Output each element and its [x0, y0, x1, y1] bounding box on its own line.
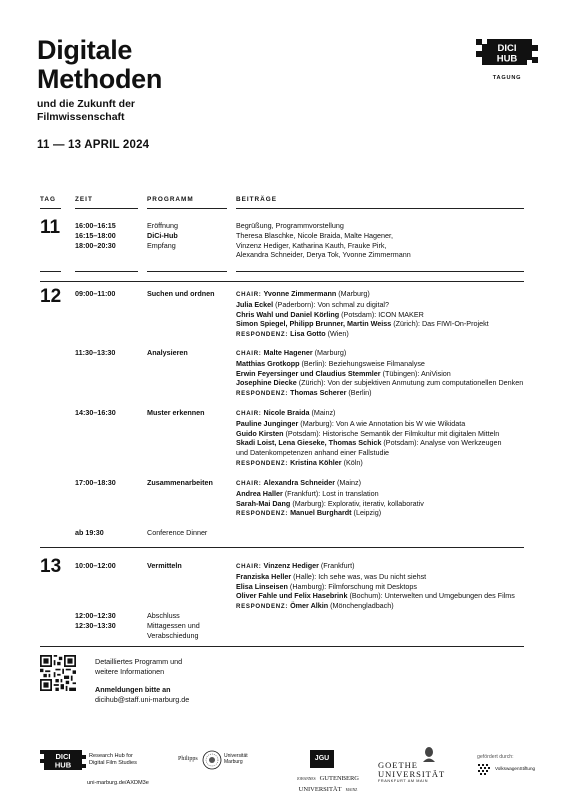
session-title: Vermitteln [147, 561, 182, 570]
talk: (Potsdam): ICON MAKER [339, 309, 424, 319]
talk: (Paderborn): Von schmal zu digital? [273, 299, 390, 309]
svg-text:HUB: HUB [496, 53, 518, 65]
session-contributions [236, 289, 489, 340]
divider [236, 208, 524, 209]
respondent-location: (Köln) [341, 457, 363, 467]
speaker: Chris Wahl und Daniel Körling [236, 309, 340, 319]
chair-location: (Marburg) [336, 289, 370, 298]
session-title: Zusammenarbeiten [147, 478, 213, 487]
chair-name: Malte Hagener [263, 348, 313, 357]
subtitle [37, 98, 237, 124]
chair-location: (Frankfurt) [318, 561, 355, 570]
gutenberg-name: GUTENBERG [319, 775, 359, 782]
col-header-zeit: ZEIT [75, 196, 93, 203]
respondent-location: (Leipzig) [351, 508, 382, 518]
speaker: Josephine Diecke [236, 378, 297, 388]
talk: (Potsdam): Analyse von Werkzeugen [381, 438, 502, 448]
gutenberg-small: JOHANNES [297, 777, 316, 781]
title-line-2: Methoden [37, 64, 163, 94]
day-13-times [75, 611, 116, 631]
university-seal-icon [202, 750, 222, 770]
chair-name: Alexandra Schneider [263, 478, 336, 487]
svg-text:DICI: DICI [497, 43, 517, 54]
session-contributions [236, 348, 523, 399]
talk: (Tübingen): AniVision [380, 368, 451, 378]
talk: (Bochum): Unterwelten und Umgebungen des Films [347, 591, 515, 601]
respondent-name: Manuel Burghardt [290, 508, 352, 518]
speaker: Erwin Feyersinger und Claudius Stemmler [236, 368, 381, 378]
respondent-location: (Berlin) [346, 388, 372, 398]
gutenberg-mainz: MAINZ [345, 788, 358, 792]
philipps-text: Philipps [178, 756, 198, 762]
talk: und Datenkompetenzen anhand einer Fallstudie [236, 448, 390, 458]
program-info [95, 657, 182, 677]
session-contributions [236, 478, 424, 519]
chair-label: CHAIR: [236, 410, 262, 417]
gutenberg-text [288, 772, 368, 794]
time: 16:00–16:15 [75, 221, 116, 230]
svg-text:DICI: DICI [55, 752, 71, 761]
registration [95, 685, 189, 705]
time: 18:00–20:30 [75, 240, 116, 250]
goethe-portrait-icon [422, 746, 436, 762]
session-time: ab 19:30 [75, 528, 104, 537]
day-divider [40, 547, 524, 548]
respondent-location: (Wien) [325, 329, 349, 339]
divider [75, 271, 138, 272]
marburg-text [224, 753, 248, 765]
goethe-name: GOETHE [378, 760, 418, 770]
day-11-times [75, 221, 116, 250]
talk: (Marburg): Explorativ, iterativ, kollaborativ [290, 498, 424, 508]
speaker: Oliver Fahle und Felix Hasebrink [236, 591, 348, 601]
bottom-url[interactable]: uni-marburg.de/AXDM3e [87, 780, 149, 786]
talk: (Frankfurt): Lost in translation [282, 488, 379, 498]
marburg-line: Universität [224, 753, 248, 759]
goethe-city: FRANKFURT AM MAIN [378, 779, 429, 783]
subtitle-line-1: und die Zukunft der [37, 98, 135, 110]
qr-code-icon[interactable] [40, 655, 76, 691]
contribution: Theresa Blaschke, Nicole Braida, Malte Hagener, [236, 230, 394, 240]
marburg-line: Marburg [224, 759, 243, 765]
talk: (Hamburg): Filmforschung mit Desktops [287, 581, 417, 591]
day-divider [40, 646, 524, 647]
respondent-label: RESPONDENZ: [236, 331, 289, 339]
title-line-1: Digitale [37, 35, 133, 65]
hub-text: Research Hub for [89, 753, 133, 759]
session-title: Analysieren [147, 348, 188, 357]
session-time: 11:30–13:30 [75, 348, 116, 357]
subtitle-line-2: Filmwissenschaft [37, 111, 125, 123]
col-header-tag: TAG [40, 196, 57, 203]
session-contributions [236, 561, 515, 612]
program-item: DiCi-Hub [147, 230, 178, 240]
divider [40, 208, 61, 209]
chair-name: Vinzenz Hediger [263, 561, 319, 570]
chair-name: Nicole Braida [263, 408, 310, 417]
speaker: Skadi Loist, Lena Gieseke, Thomas Schick [236, 438, 382, 448]
day-13: 13 [40, 556, 62, 577]
goethe-uni: UNIVERSITÄT [378, 769, 446, 779]
chair-location: (Mainz) [335, 478, 362, 487]
info-text: Detailliertes Programm und [95, 657, 183, 666]
talk: (Zürich): Das FIWI-On-Projekt [391, 319, 489, 329]
hub-text: Digital Film Studies [89, 759, 137, 766]
contribution: Begrüßung, Programmvorstellung [236, 221, 344, 230]
contribution: Vinzenz Hediger, Katharina Kauth, Frauke Pirk, [236, 240, 387, 250]
speaker: Elisa Linseisen [236, 581, 288, 591]
chair-label: CHAIR: [236, 291, 262, 298]
divider [40, 271, 61, 272]
col-header-beitraege: BEITRÄGE [236, 196, 278, 203]
divider [75, 208, 138, 209]
chair-label: CHAIR: [236, 563, 262, 570]
volkswagen-stiftung-icon [478, 764, 492, 776]
respondent-label: RESPONDENZ: [236, 603, 289, 611]
respondent-name: Ömer Alkin [290, 601, 329, 611]
chair-name: Yvonne Zimmermann [263, 289, 337, 298]
talk: (Berlin): Beziehungsweise Filmanalyse [299, 358, 425, 368]
day-11-programm [147, 221, 178, 250]
dici-hub-bottom-logo [40, 750, 86, 777]
respondent-name: Lisa Gotto [290, 329, 326, 339]
chair-label: CHAIR: [236, 480, 262, 487]
volkswagen-stiftung-text: VolkswagenStiftung [495, 766, 536, 771]
email-link[interactable]: dicihub@staff.uni-marburg.de [95, 694, 190, 704]
talk: (Potsdam): Historische Semantik der Filmkultur mit digitalen Mitteln [283, 428, 500, 438]
chair-location: (Mainz) [309, 408, 336, 417]
page-title [37, 36, 162, 94]
program-item: Verabschiedung [147, 630, 199, 640]
program-item: Mittagessen und [147, 620, 200, 630]
svg-text:HUB: HUB [54, 760, 72, 770]
speaker: Sarah-Mai Dang [236, 498, 291, 508]
funded-by: gefördert durch: [477, 754, 514, 760]
respondent-name: Thomas Scherer [290, 388, 347, 398]
logo-caption: TAGUNG [492, 75, 522, 81]
divider [236, 271, 524, 272]
respondent-label: RESPONDENZ: [236, 510, 289, 518]
session-time: 09:00–11:00 [75, 289, 116, 298]
session-time: 14:30–16:30 [75, 408, 116, 417]
chair-location: (Marburg) [312, 348, 347, 357]
session-time: 10:00–12:00 [75, 561, 116, 570]
speaker: Pauline Junginger [236, 418, 299, 428]
day-13-programm [147, 611, 200, 640]
talk: (Marburg): Von A wie Annotation bis W wie Wikidata [298, 418, 466, 428]
hub-description [89, 753, 137, 767]
day-divider [40, 281, 524, 282]
day-12: 12 [40, 286, 62, 307]
event-dates: 11 — 13 APRIL 2024 [37, 139, 150, 151]
session-title: Muster erkennen [147, 408, 205, 417]
session-contributions [236, 408, 502, 469]
chair-label: CHAIR: [236, 350, 262, 357]
respondent-name: Kristina Köhler [290, 457, 342, 467]
divider [147, 208, 227, 209]
time: 16:15–18:00 [75, 230, 116, 240]
gutenberg-uni: UNIVERSITÄT [298, 786, 342, 793]
dici-hub-logo-icon [476, 39, 538, 69]
speaker: Julia Eckel [236, 299, 274, 309]
session-title: Conference Dinner [147, 528, 208, 537]
speaker: Franziska Heller [236, 571, 292, 581]
session-time: 17:00–18:30 [75, 478, 116, 487]
speaker: Matthias Grotkopp [236, 358, 300, 368]
speaker: Guido Kirsten [236, 428, 284, 438]
day-11-contributions [236, 221, 411, 260]
day-11: 11 [40, 217, 61, 238]
time: 12:30–13:30 [75, 620, 116, 630]
dici-hub-bottom-logo-icon [40, 750, 86, 772]
respondent-label: RESPONDENZ: [236, 390, 289, 398]
speaker: Simon Spiegel, Philipp Brunner, Martin Weiss [236, 319, 392, 329]
info-text: weitere Informationen [95, 666, 165, 676]
respondent-location: (Mönchengladbach) [328, 601, 394, 611]
session-title: Suchen und ordnen [147, 289, 215, 298]
col-header-programm: PROGRAMM [147, 196, 194, 203]
time: 12:00–12:30 [75, 611, 116, 620]
program-item: Empfang [147, 240, 176, 250]
dici-hub-logo [476, 39, 538, 81]
talk: (Zürich): Von der subjektiven Anmutung zum computationellen Denken [296, 378, 524, 388]
program-item: Eröffnung [147, 221, 179, 230]
talk: (Halle): Ich sehe was, was Du nicht siehst [291, 571, 427, 581]
divider [147, 271, 227, 272]
jgu-mark: JGU [310, 750, 334, 768]
program-item: Abschluss [147, 611, 180, 620]
speaker: Andrea Haller [236, 488, 283, 498]
respondent-label: RESPONDENZ: [236, 459, 289, 467]
contribution: Alexandra Schneider, Derya Tok, Yvonne Zimmermann [236, 250, 411, 260]
registration-label: Anmeldungen bitte an [95, 685, 171, 694]
